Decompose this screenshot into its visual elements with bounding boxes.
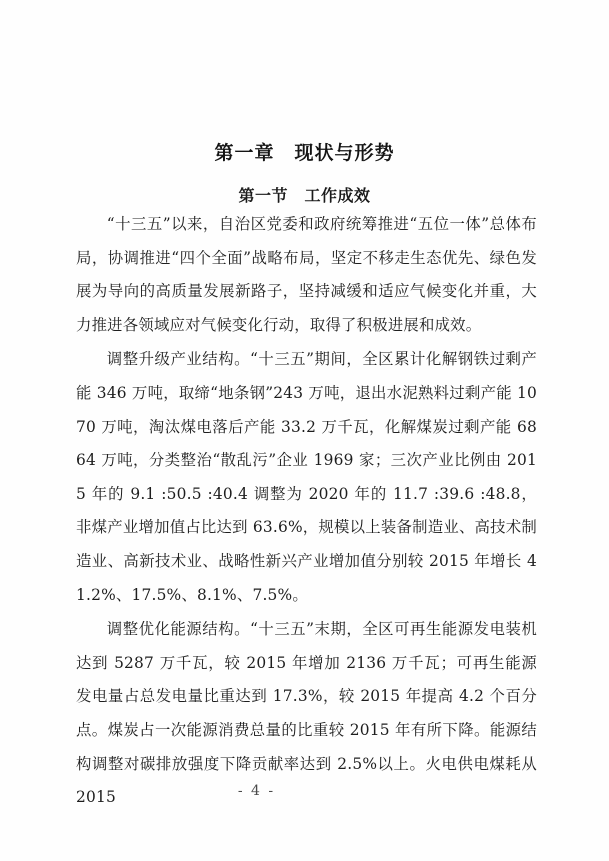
chapter-heading: 第一章 现状与形势 bbox=[214, 141, 395, 164]
paragraph-2: 调整升级产业结构。“十三五”期间，全区累计化解钢铁过剩产能 346 万吨，取缔“地条钢”243 万吨，退出水泥熟料过剩产能 1070 万吨，淘汰煤电落后产能 33.2 万千瓦，化解煤炭过剩产能 6864 万吨，分类整治“散乱污”企业 1969 家；三次产业比例由 2015 年的 9.1 :50.5 :40.4 调整为 2020 年的 11.7 :39.6 :48.8，非煤产业增加值占比达到 63.6%，规模以上装备制造业、高技术制造业、高新技术业、战略性新兴产业增加值分别较 2015 年增长 41.2%、17.5%、8.1%、7.5%。 bbox=[76, 350, 537, 604]
section-heading: 第一节 工作成效 bbox=[238, 186, 371, 206]
page-number: - 4 - bbox=[237, 783, 276, 799]
paragraph-3: 调整优化能源结构。“十三五”末期，全区可再生能源发电装机达到 5287 万千瓦，较 2015 年增加 2136 万千瓦；可再生能源发电量占总发电量比重达到 17.3%，较 2015 年提高 4.2 个百分点。煤炭占一次能源消费总量的比重较 2015 年有所下降。能源结构调整对碳排放强度下降贡献率达到 2.5%以上。火电供电煤耗从 2015 bbox=[76, 620, 537, 807]
body-text-block bbox=[76, 208, 537, 815]
paragraph-1: “十三五”以来，自治区党委和政府统筹推进“五位一体”总体布局，协调推进“四个全面”战略布局，坚定不移走生态优先、绿色发展为导向的高质量发展新路子，坚持减缓和适应气候变化并重，大力推进各领域应对气候变化行动，取得了积极进展和成效。 bbox=[76, 215, 537, 334]
